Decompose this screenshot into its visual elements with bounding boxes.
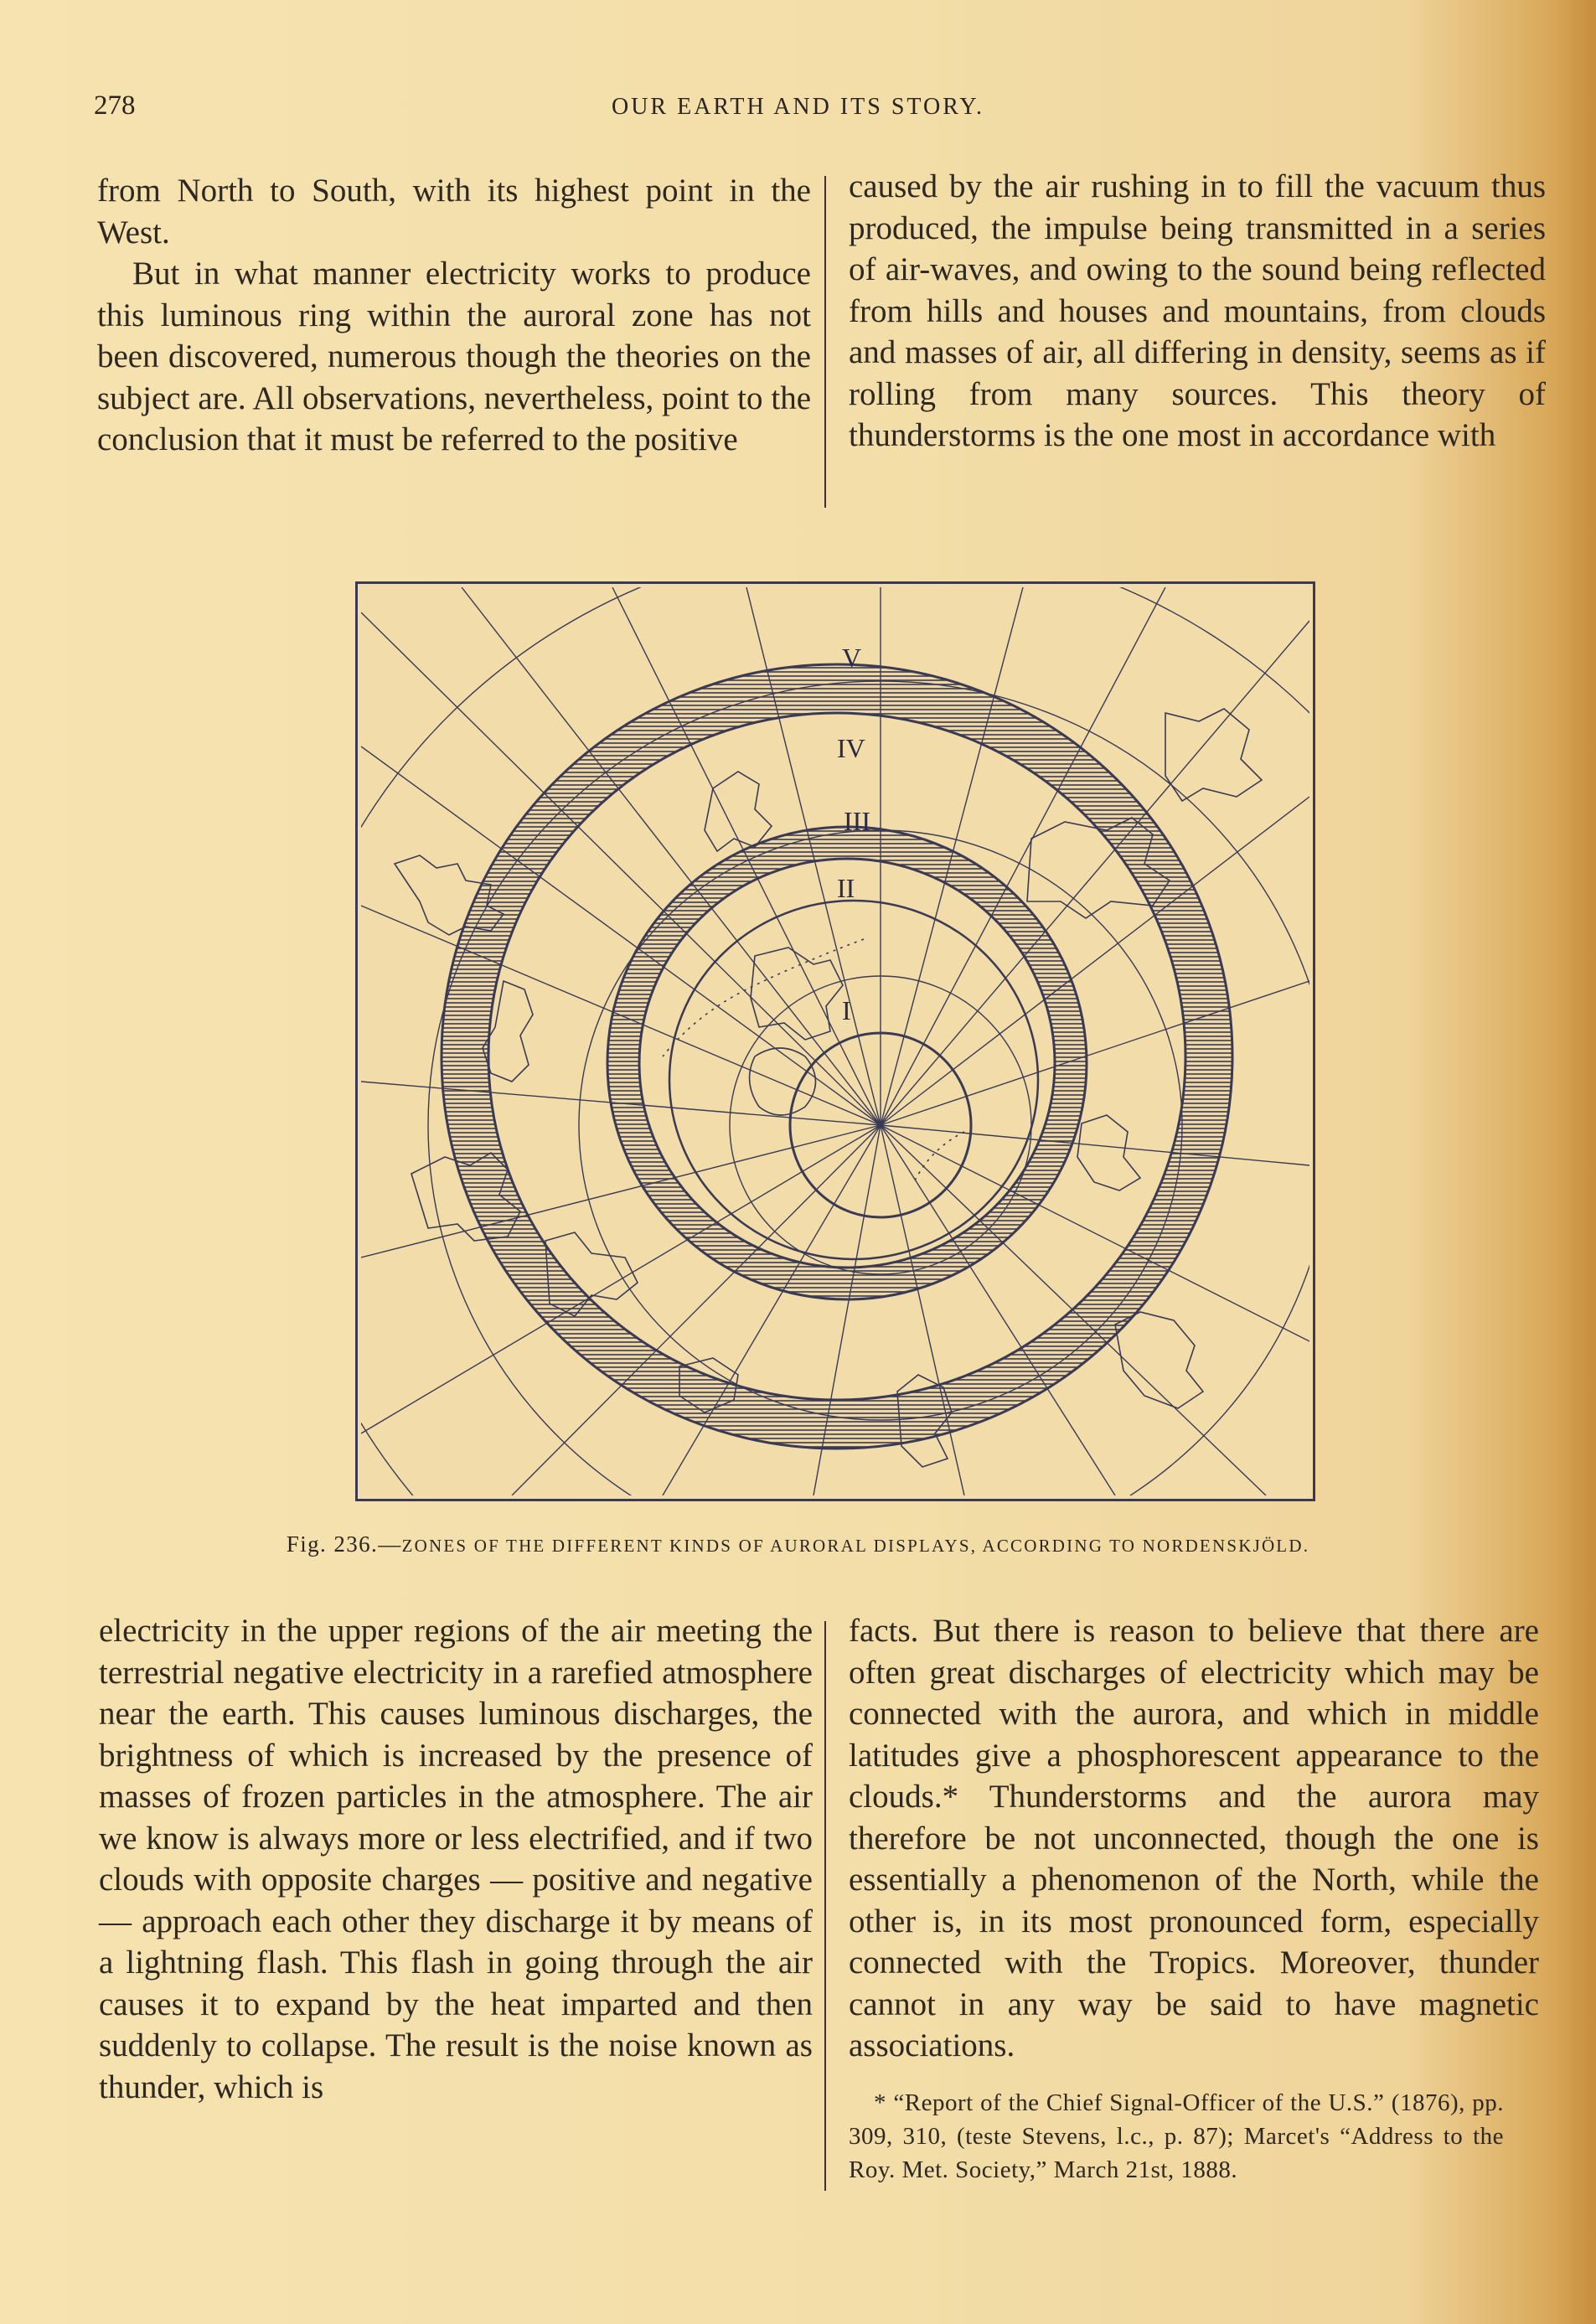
column-rule xyxy=(824,1621,826,2191)
paragraph: caused by the air rushing in to fill the vacuum thus produced, the impulse being transmitted in a series of air-waves, and owing to the sound being reflected from hills and houses and mountains, from clouds and masses of air, all differing in density, seems as if rolling from many sources. This theory of thunderstorms is the one most in accordance with xyxy=(849,168,1546,453)
top-right-column xyxy=(849,166,1546,457)
running-title: OUR EARTH AND ITS STORY. xyxy=(611,94,984,120)
caption-text: ZONES OF THE DIFFERENT KINDS OF AURORAL DISPLAYS, ACCORDING TO NORDENSKJÖLD. xyxy=(401,1536,1310,1556)
paragraph: facts. But there is reason to believe that there are often great discharges of electricity which may be connected with the aurora, and which in middle latitudes give a phosphorescent appearance to the clouds.* Thunderstorms and the aurora may therefore be not unconnected, though the one is essentially a phenomenon of the North, while the other is, in its most pronounced form, especially connected with the Tropics. Moreover, thunder cannot in any way be said to have magnetic associations. xyxy=(849,1613,1539,2063)
paragraph: from North to South, with its highest point in the West. xyxy=(97,173,811,250)
figure-caption xyxy=(0,1531,1596,1557)
bottom-left-column xyxy=(99,1610,813,2108)
zone-label-ii: II xyxy=(837,873,855,903)
column-rule xyxy=(824,176,826,508)
paragraph: But in what manner electricity works to produce this luminous ring within the auroral zone has not been discovered, numerous though the theories on the subject are. All observations, nevertheless, point to the conclusion that it must be referred to the positive xyxy=(97,256,811,457)
footnote xyxy=(849,2086,1504,2187)
page-number: 278 xyxy=(94,90,136,121)
map-drawing xyxy=(361,587,1309,1495)
zone-label-iii: III xyxy=(844,806,870,836)
top-left-column xyxy=(97,170,811,461)
caption-prefix: Fig. 236.— xyxy=(286,1531,402,1557)
parallel-lines xyxy=(361,587,1309,1495)
paragraph: electricity in the upper regions of the air meeting the terrestrial negative electricity in a rarefied atmosphere near the earth. This causes luminous discharges, the brightness of which is increased by the presence of masses of frozen particles in the atmosphere. The air we know is always more or less electrified, and if two clouds with opposite charges — positive and negative — approach each other they discharge it by means of a lightning flash. This flash in going through the air causes it to expand by the heat imparted and then suddenly to collapse. The result is the noise known as thunder, which is xyxy=(99,1613,813,2105)
zone-label-iv: IV xyxy=(837,733,865,763)
meridian-lines xyxy=(361,587,1309,1495)
zone-label-v: V xyxy=(842,643,862,673)
footnote-text: * “Report of the Chief Signal-Officer of the U.S.” (1876), pp. 309, 310, (teste Stevens, l.c., p. 87); Marcet's “Address to the Roy. Met. Society,” March 21st, 1888. xyxy=(849,2089,1504,2183)
page-header xyxy=(0,90,1596,141)
bottom-right-column xyxy=(849,1610,1539,2067)
zone-label-i: I xyxy=(842,995,851,1025)
auroral-zones-map xyxy=(355,581,1315,1501)
